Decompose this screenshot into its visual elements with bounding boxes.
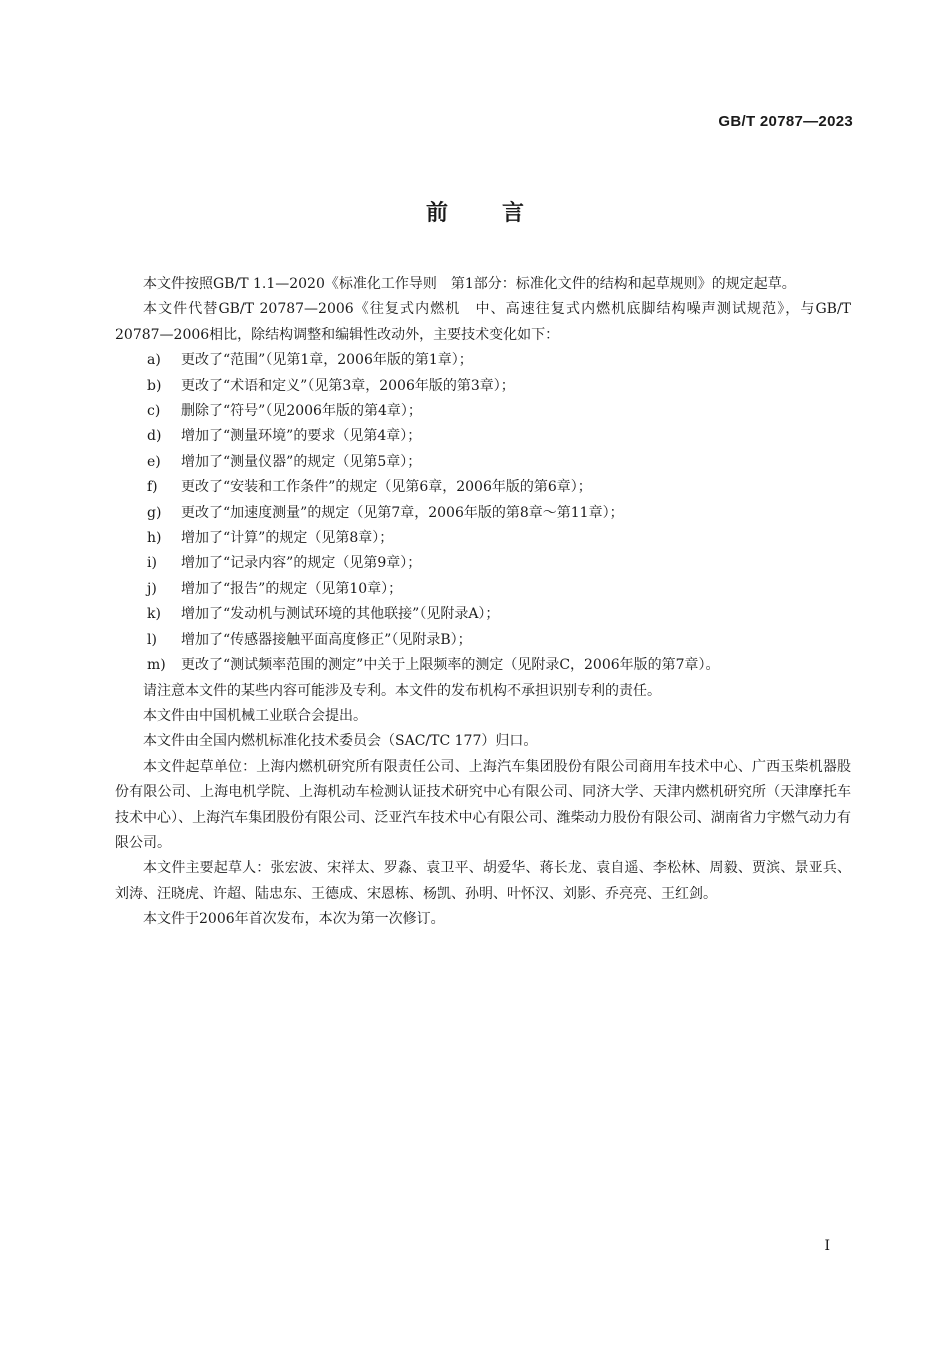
paragraph-under-jurisdiction: 本文件由全国内燃机标准化技术委员会（SAC/TC 177）归口。	[143, 733, 538, 750]
list-item	[115, 653, 851, 678]
list-item-marker: j)	[147, 580, 157, 597]
list-item-text: 更改了“安装和工作条件”的规定（见第6章，2006年版的第6章）；	[181, 479, 592, 496]
list-item-marker: f)	[147, 479, 158, 496]
list-item-marker: l)	[147, 631, 157, 648]
list-item	[115, 602, 851, 627]
title-char-1: 前	[425, 201, 448, 226]
list-item-marker: e)	[147, 453, 161, 470]
list-item-marker: m)	[147, 657, 166, 674]
list-item-text: 增加了“记录内容”的规定（见第9章）；	[181, 555, 422, 572]
list-item-marker: d)	[147, 428, 162, 445]
list-item-text: 更改了“术语和定义”（见第3章，2006年版的第3章）；	[181, 377, 515, 394]
paragraph-proposed-by: 本文件由中国机械工业联合会提出。	[143, 707, 367, 724]
list-item-marker: a)	[147, 352, 161, 369]
list-item	[115, 526, 851, 551]
list-item	[115, 348, 851, 373]
list-item-text: 增加了“传感器接触平面高度修正”（见附录B）；	[181, 631, 472, 648]
paragraph-drafting-rules: 本文件按照GB/T 1.1—2020《标准化工作导则 第1部分：标准化文件的结构和起草规则》的规定起草。	[143, 276, 796, 292]
list-item-text: 增加了“发动机与测试环境的其他联接”（见附录A）；	[181, 606, 500, 623]
list-item-text: 更改了“测试频率范围的测定”中关于上限频率的测定（见附录C，2006年版的第7章）。	[181, 657, 720, 674]
list-item	[115, 501, 851, 526]
list-item-marker: h)	[147, 530, 162, 547]
list-item-text: 增加了“测量仪器”的规定（见第5章）；	[181, 453, 422, 470]
list-item-marker: g)	[147, 504, 162, 521]
preface-body	[115, 272, 851, 933]
list-item-text: 增加了“计算”的规定（见第8章）；	[181, 530, 394, 547]
list-item-text: 更改了“加速度测量”的规定（见第7章，2006年版的第8章～第11章）；	[181, 504, 624, 521]
list-item	[115, 399, 851, 424]
list-item	[115, 424, 851, 449]
changes-list	[115, 348, 851, 678]
paragraph-publication-history: 本文件于2006年首次发布，本次为第一次修订。	[143, 911, 445, 928]
list-item	[115, 374, 851, 399]
standard-code: GB/T 20787—2023	[718, 113, 853, 130]
page-title	[0, 196, 950, 227]
list-item-marker: c)	[147, 403, 161, 420]
paragraph-replacement: 本文件代替GB/T 20787—2006《往复式内燃机 中、高速往复式内燃机底脚结构噪声测试规范》，与GB/T 20787—2006相比，除结构调整和编辑性改动外，主要技术变化如下：	[115, 301, 851, 343]
list-item-text: 增加了“报告”的规定（见第10章）；	[181, 580, 403, 597]
paragraph-patent-notice: 请注意本文件的某些内容可能涉及专利。本文件的发布机构不承担识别专利的责任。	[143, 682, 661, 699]
list-item	[115, 551, 851, 576]
list-item	[115, 475, 851, 500]
page-number: I	[824, 1238, 830, 1254]
paragraph-drafting-units: 本文件起草单位：上海内燃机研究所有限责任公司、上海汽车集团股份有限公司商用车技术中心、广西玉柴机器股份有限公司、上海电机学院、上海机动车检测认证技术研究中心有限公司、同济大学、天津内燃机研究所（天津摩托车技术中心）、上海汽车集团股份有限公司、泛亚汽车技术中心有限公司、潍柴动力股份有限公司、湖南省力宇燃气动力有限公司。	[115, 758, 851, 851]
list-item-marker: k)	[147, 606, 161, 623]
list-item-text: 增加了“测量环境”的要求（见第4章）；	[181, 428, 422, 445]
list-item	[115, 577, 851, 602]
title-char-2: 言	[502, 201, 525, 226]
list-item	[115, 450, 851, 475]
list-item-text: 删除了“符号”（见2006年版的第4章）；	[181, 403, 422, 420]
paragraph-main-drafters: 本文件主要起草人：张宏波、宋祥太、罗淼、袁卫平、胡爱华、蒋长龙、袁自遥、李松林、周毅、贾滨、景亚兵、刘涛、汪晓虎、许超、陆忠东、王德成、宋恩栋、杨凯、孙明、叶怀汉、刘影、乔亮亮、王红剑。	[115, 860, 851, 902]
list-item	[115, 628, 851, 653]
list-item-text: 更改了“范围”（见第1章，2006年版的第1章）；	[181, 352, 473, 369]
list-item-marker: b)	[147, 377, 162, 394]
list-item-marker: i)	[147, 555, 157, 572]
